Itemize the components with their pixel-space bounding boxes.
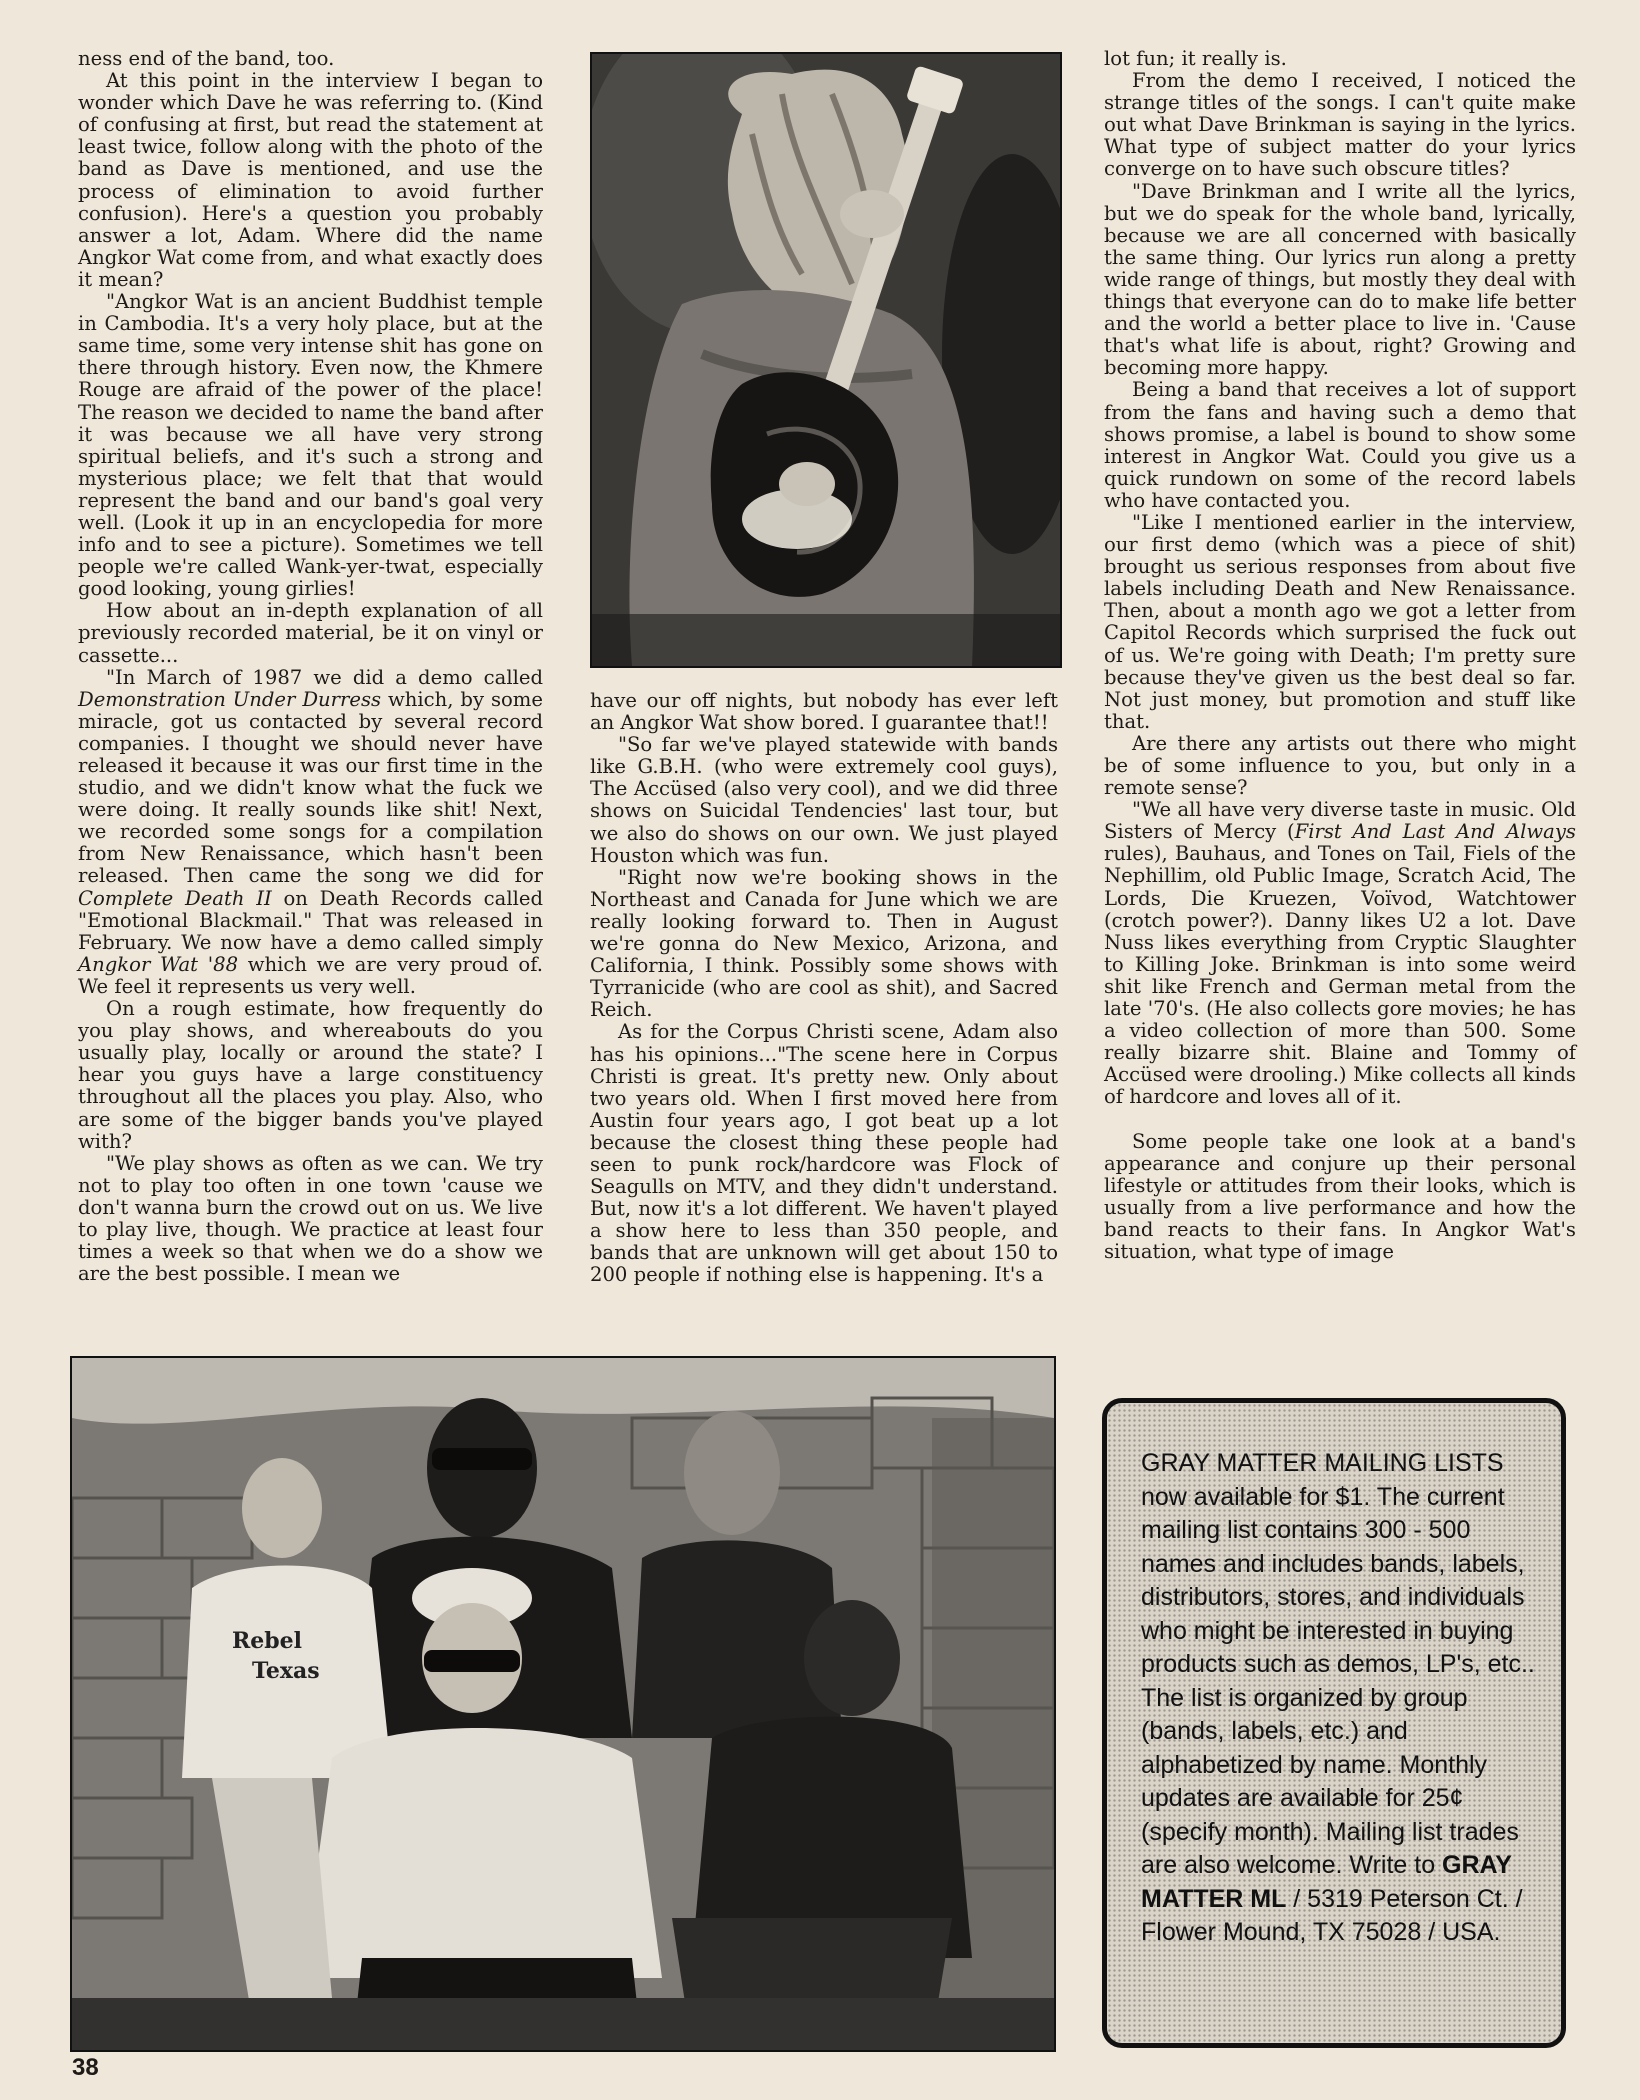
guitarist-photo xyxy=(590,52,1062,668)
paragraph: "Like I mentioned earlier in the interview, our first demo (which was a piece of shit) brought us serious responses from about five labels including Death and New Renaissance. Then, about a month ago we got a letter from Capitol Records which surprised the fuck out of us. We're going with Death; I'm pretty sure because they've given us the best deal so far. Not just money, but promotion and stuff like that. xyxy=(1104,510,1576,733)
page-number: 38 xyxy=(72,2054,99,2081)
band-photo xyxy=(70,1356,1056,2052)
paragraph: "Angkor Wat is an ancient Buddhist temple in Cambodia. It's a very holy place, but at the same time, some very intense shit has gone on there through history. Even now, the Khmere Rouge are afraid of the power of the place! The reason we decided to name the band after it was because we all have very strong spiritual beliefs, and it's such a strong and mysterious place; we felt that that would represent the band and our band's goal very well. (Look it up in an encyclopedia for more info and to see a picture). Sometimes we tell people we're called Wank-yer-twat, especially good looking, young girlies! xyxy=(78,290,543,601)
ad-body: GRAY MATTER MAILING LISTS now available for $1. The current mailing list contains 300 - 500 names and includes bands, labels, distributors, stores, and individuals who might be interested in buying products such as demos, LP's, etc.. The list is organized by group (bands, labels, etc.) and alphabetized by name. Monthly updates are available for 25¢ (specify month). Mailing list trades are also welcome. Write to xyxy=(1141,1449,1535,1879)
mailing-list-ad xyxy=(1102,1398,1566,2048)
paragraph: At this point in the interview I began to wonder which Dave he was referring to. (Kind of confusing at first, but read the statement at least twice, follow along with the photo of the band as Dave is mentioned, and use the process of elimination to avoid further confusion). Here's a question you probably answer a lot, Adam. Where did the name Angkor Wat come from, and what exactly does it mean? xyxy=(78,69,543,291)
paragraph: From the demo I received, I noticed the strange titles of the songs. I can't quite make out what Dave Brinkman is saying in the lyrics. What type of subject matter do your lyrics converge on to have such obscure titles? xyxy=(1104,69,1576,181)
article-column-2 xyxy=(590,690,1058,1287)
demo-title: Demonstration Under Durress xyxy=(78,687,382,711)
text-run: "We all have very diverse taste in music. Old Sisters of Mercy ( xyxy=(1104,798,1576,844)
paragraph: As for the Corpus Christi scene, Adam also has his opinions..."The scene here in Corpus Christi is great. It's pretty new. Only about two years old. When I first moved here from Austin four years ago, I got beat up a lot because the closest thing these people had seen to punk rock/hardcore was Flock of Seagulls on MTV, and they didn't understand. But, now it's a lot different. We haven't played a show here to less than 350 people, and bands that are unknown will get about 150 to 200 people if nothing else is happening. It's a xyxy=(590,1020,1058,1287)
paragraph: "Right now we're booking shows in the Northeast and Canada for June which we are really looking forward to. Then in August we're gonna do New Mexico, Arizona, and California, I think. Possibly some shows with Tyrranicide (who are cool as shit), and Sacred Reich. xyxy=(590,865,1058,1022)
shirt-text: Texas xyxy=(252,1658,320,1684)
band-photo-art xyxy=(72,1358,1054,2050)
text-run: which, by some miracle, got us contacted by several record companies. I thought we should never have released it because it was our first time in the studio, and we didn't know what the fuck we were doing. It really sounds like shit! Next, we recorded some songs for a compilation from New Renaissance, which hasn't been released. Then came the song we did for xyxy=(78,687,543,888)
paragraph: "We play shows as often as we can. We try not to play too often in one town 'cause we don't wanna burn the crowd out on us. We live to play live, though. We practice at least four times a week so that when we do a show we are the best possible. I mean we xyxy=(78,1151,543,1286)
paragraph: Are there any artists out there who might be of some influence to you, but only in a remote sense? xyxy=(1104,731,1576,800)
article-column-3 xyxy=(1104,48,1576,1263)
paragraph: Being a band that receives a lot of support from the fans and having such a demo that shows promise, a label is bound to show some interest in Angkor Wat. Could you give us a quick rundown on some of the record labels who have contacted you. xyxy=(1104,378,1576,512)
ad-contact-name: GRAY MATTER ML xyxy=(1141,1851,1512,1913)
paragraph: ness end of the band, too. xyxy=(78,47,335,70)
paragraph: have our off nights, but nobody has ever left an Angkor Wat show bored. I guarantee that!! xyxy=(590,689,1058,735)
paragraph: "Dave Brinkman and I write all the lyrics, but we do speak for the whole band, lyrically, because we are all concerned with basically the same thing. Our lyrics run along a pretty wide range of things, but mostly they deal with things that everyone can do to make life better and the world a better place to live in. 'Cause that's what life is about, right? Growing and becoming more happy. xyxy=(1104,179,1576,380)
guitarist-photo-art xyxy=(592,54,1060,666)
paragraph xyxy=(78,667,543,998)
text-run: which we are very proud of. We feel it represents us very well. xyxy=(78,952,543,998)
text-run: rules), Bauhaus, and Tones on Tail, Fiels of the Nephillim, old Public Image, Scratch Acid, The Lords, Die Kruezen, Voïvod, Watchtower (crotch power?). Danny likes U2 a lot. Dave Nuss likes everything from Cryptic Slaughter to Killing Joke. Brinkman is into some weird shit like French and German metal from the late '70's. (He also collects gore movies; he has a video collection of more than 500. Some really bizarre shit. Blaine and Tommy of Accüsed were drooling.) Mike collects all kinds of hardcore and loves all of it. xyxy=(1104,842,1576,1109)
ad-text xyxy=(1141,1447,1537,1950)
paragraph: How about an in-depth explanation of all previously recorded material, be it on vinyl or cassette... xyxy=(78,599,543,667)
ad-address: / 5319 Peterson Ct. / Flower Mound, TX 75028 / USA. xyxy=(1141,1884,1523,1946)
compilation-title: Complete Death II xyxy=(78,886,272,910)
shirt-text: Rebel xyxy=(232,1628,303,1654)
article-column-1 xyxy=(78,48,543,1285)
text-run: on Death Records called "Emotional Blackmail." That was released in February. We now have a demo called simply xyxy=(78,886,543,954)
demo-title: Angkor Wat '88 xyxy=(78,952,239,976)
paragraph xyxy=(1104,799,1576,1108)
paragraph: On a rough estimate, how frequently do you play shows, and whereabouts do you usually play, locally or around the state? I hear you guys have a large constituency throughout all the places you play. Also, who are some of the bigger bands you've played with? xyxy=(78,997,543,1153)
paragraph: Some people take one look at a band's appearance and conjure up their personal lifestyle or attitudes from their looks, which is usually from a live performance and how the band reacts to their fans. In Angkor Wat's situation, what type of image xyxy=(1104,1129,1576,1263)
album-title: First And Last And Always xyxy=(1294,820,1576,844)
text-run: "In March of 1987 we did a demo called xyxy=(106,665,543,689)
paragraph: lot fun; it really is. xyxy=(1104,47,1287,70)
paragraph: "So far we've played statewide with bands like G.B.H. (who were extremely cool guys), The Accüsed (also very cool), and we did three shows on Suicidal Tendencies' last tour, but we also do shows on our own. We just played Houston which was fun. xyxy=(590,733,1058,867)
